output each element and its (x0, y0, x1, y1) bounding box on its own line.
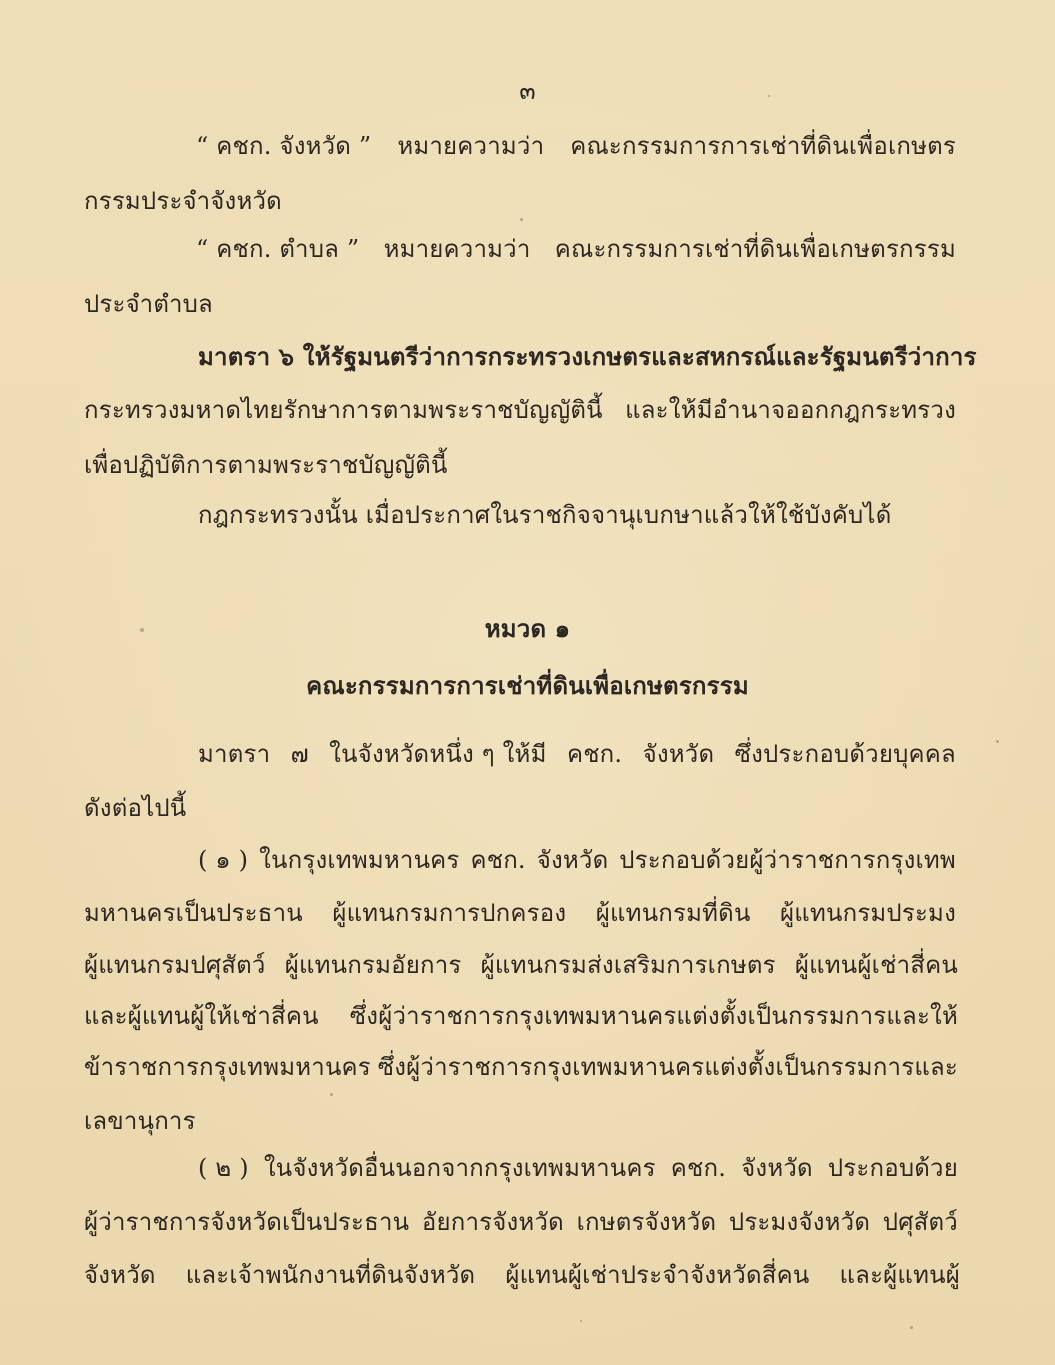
item-text: ผู้แทนกรมการปกครอง (332, 899, 567, 927)
section-text: ซึ่งประกอบด้วยบุคคล (734, 740, 956, 768)
item-text: ผู้แทนกรมส่งเสริมการเกษตร (480, 951, 776, 979)
section-text: ๗ (290, 740, 309, 768)
item-text: ซึ่งผู้ว่าราชการกรุงเทพมหานครแต่งตั้งเป็นกรรมการและให้ (349, 1002, 958, 1030)
item-text: คชก. (470, 846, 526, 874)
item-text: ผู้แทนผู้เช่าประจำจังหวัดสี่คน (505, 1261, 810, 1289)
item-text: ผู้ว่าราชการจังหวัดเป็นประธาน (84, 1208, 410, 1236)
section-text: กระทรวงมหาดไทยรักษาการตามพระราชบัญญัตินี้ (84, 396, 603, 424)
item-text: อัยการจังหวัด (421, 1208, 564, 1236)
item-2-line (84, 1207, 958, 1237)
item-text: ผู้แทนกรมประมง (780, 899, 956, 927)
item-text: ปศุสัตว์ (882, 1208, 958, 1236)
definition-line (196, 234, 956, 264)
item-text: ผู้แทนกรมที่ดิน (595, 899, 751, 927)
paper-speck (996, 740, 999, 743)
item-text: และผู้แทนผู้ให้เช่าสี่คน (84, 1002, 319, 1030)
definition-line (196, 131, 956, 161)
paper-speck (520, 218, 523, 221)
item-text: ประกอบด้วย (827, 1154, 958, 1182)
item-text: เกษตรจังหวัด (576, 1208, 717, 1236)
chapter-number: หมวด ๑ (484, 614, 571, 643)
paper-speck (910, 1326, 913, 1329)
item-text: จังหวัด (741, 1154, 813, 1182)
item-text: ( ๒ ) (198, 1154, 249, 1182)
item-text: ( ๑ ) (198, 846, 249, 874)
definition-text: คณะกรรมการเช่าที่ดินเพื่อเกษตรกรรม (554, 235, 956, 263)
section-7-line: ดังต่อไปนี้ (84, 794, 187, 822)
definition-continuation: กรรมประจำจังหวัด (84, 187, 282, 215)
item-text: ประมงจังหวัด (728, 1208, 871, 1236)
item-text: ซึ่งผู้ว่าราชการกรุงเทพมหานครแต่งตั้งเป็นกรรมการและ (377, 1053, 958, 1081)
definition-word: หมายความว่า (383, 235, 531, 263)
section-text: คชก. (566, 740, 623, 768)
section-7-line (198, 739, 956, 769)
paper-speck (580, 1320, 582, 1322)
item-text: จังหวัด (84, 1261, 156, 1289)
section-text: ในจังหวัดหนึ่ง ๆ ให้มี (329, 740, 547, 768)
item-1-line (198, 845, 956, 875)
section-6-line: กฎกระทรวงนั้น เมื่อประกาศในราชกิจจานุเบกษาแล้วให้ใช้บังคับได้ (198, 501, 892, 529)
section-6-line: เพื่อปฏิบัติการตามพระราชบัญญัตินี้ (84, 451, 448, 479)
item-text: และผู้แทนผู้ (839, 1261, 960, 1289)
item-text: ในจังหวัดอื่นนอกจากกรุงเทพมหานคร (263, 1154, 656, 1182)
item-text: ข้าราชการกรุงเทพมหานคร (84, 1053, 371, 1081)
section-text: จังหวัด (642, 740, 715, 768)
item-text: จังหวัด (536, 846, 609, 874)
item-text: ในกรุงเทพมหานคร (259, 846, 460, 874)
paper-speck (330, 1093, 333, 1096)
item-1-line (84, 1052, 958, 1082)
item-text: ผู้แทนกรมอัยการ (284, 951, 462, 979)
item-text: ผู้แทนผู้เช่าสี่คน (794, 951, 958, 979)
definition-text: คณะกรรมการการเช่าที่ดินเพื่อเกษตร (570, 132, 956, 160)
item-text: ประกอบด้วยผู้ว่าราชการกรุงเทพ (619, 846, 956, 874)
chapter-title: คณะกรรมการการเช่าที่ดินเพื่อเกษตรกรรม (306, 671, 749, 700)
definition-continuation: ประจำตำบล (84, 290, 213, 318)
section-text: และให้มีอำนาจออกกฎกระทรวง (625, 396, 956, 424)
section-6-line: มาตรา ๖ ให้รัฐมนตรีว่าการกระทรวงเกษตรและสหกรณ์และรัฐมนตรีว่าการ (198, 342, 977, 371)
item-1-line: เลขานุการ (84, 1107, 196, 1135)
item-text: และเจ้าพนักงานที่ดินจังหวัด (185, 1261, 476, 1289)
item-1-line (84, 898, 956, 928)
item-2-line (84, 1260, 960, 1290)
item-1-line (84, 1001, 958, 1031)
item-1-line (84, 950, 958, 980)
item-2-line (198, 1153, 958, 1183)
item-text: มหานครเป็นประธาน (84, 899, 303, 927)
section-text: มาตรา (198, 740, 271, 768)
item-text: คชก. (670, 1154, 727, 1182)
defined-term: “ คชก. ตำบล ” (196, 235, 360, 263)
item-text: ผู้แทนกรมปศุสัตว์ (84, 951, 266, 979)
definition-word: หมายความว่า (397, 132, 545, 160)
page-number: ๓ (519, 77, 536, 105)
section-6-line (84, 395, 956, 425)
defined-term: “ คชก. จังหวัด ” (196, 132, 372, 160)
